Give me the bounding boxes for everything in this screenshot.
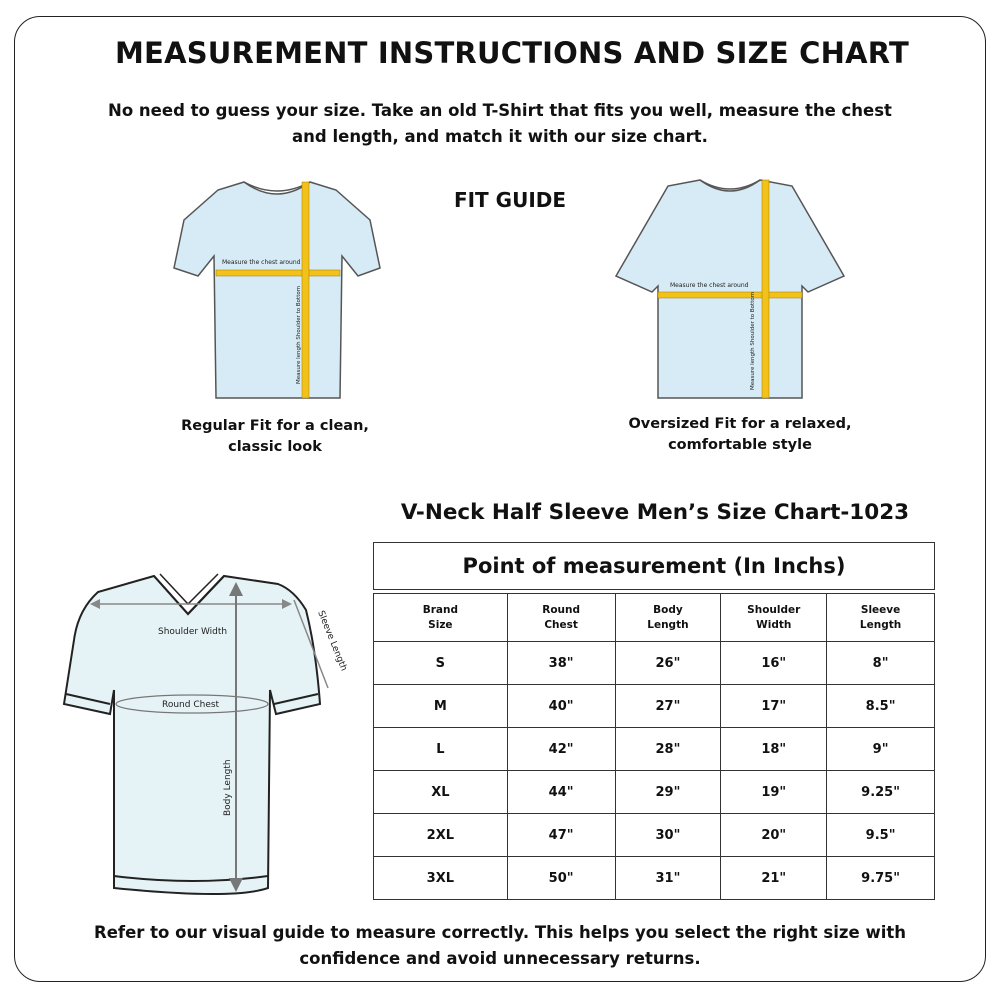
size-cell: L — [374, 728, 508, 771]
oversized-length-label: Measure length Shoulder to Bottom — [750, 291, 756, 390]
shoulder-width-label: Shoulder Width — [158, 627, 228, 637]
regular-length-label: Measure length Shoulder to Bottom — [296, 285, 302, 384]
length-cell: 29" — [615, 771, 721, 814]
header-brand-size: Brand Size — [374, 594, 508, 642]
sleeve-cell: 9.75" — [827, 857, 935, 900]
table-row — [374, 814, 935, 857]
shoulder-cell: 21" — [721, 857, 827, 900]
sleeve-cell: 9.5" — [827, 814, 935, 857]
length-cell: 30" — [615, 814, 721, 857]
shoulder-cell: 17" — [721, 685, 827, 728]
table-row — [374, 771, 935, 814]
oversized-fit-caption — [620, 414, 860, 456]
chest-cell: 40" — [507, 685, 615, 728]
header-shoulder-width: Shoulder Width — [721, 594, 827, 642]
round-chest-label: Round Chest — [162, 700, 220, 710]
page-title: MEASUREMENT INSTRUCTIONS AND SIZE CHART — [115, 36, 909, 70]
fit-guide-heading: FIT GUIDE — [453, 188, 567, 212]
length-cell: 26" — [615, 642, 721, 685]
size-cell: M — [374, 685, 508, 728]
table-row — [374, 728, 935, 771]
regular-fit-caption — [165, 416, 385, 458]
sleeve-cell: 9" — [827, 728, 935, 771]
chest-cell: 42" — [507, 728, 615, 771]
shoulder-cell: 19" — [721, 771, 827, 814]
oversized-fit-shirt-image — [612, 176, 848, 404]
oversized-chest-label: Measure the chest around — [670, 282, 749, 289]
size-cell: 3XL — [374, 857, 508, 900]
intro-text: No need to guess your size. Take an old T-Shirt that fits you well, measure the chest and length, and match it with our size chart. — [108, 101, 892, 146]
size-cell: XL — [374, 771, 508, 814]
sleeve-cell: 8.5" — [827, 685, 935, 728]
size-chart-header-row — [374, 594, 935, 642]
regular-fit-shirt-image — [168, 176, 386, 406]
size-chart-title: V-Neck Half Sleeve Men’s Size Chart-1023 — [400, 500, 910, 525]
header-round-chest: Round Chest — [507, 594, 615, 642]
length-cell: 27" — [615, 685, 721, 728]
regular-fit-caption-line1: Regular Fit for a clean, — [181, 418, 369, 434]
sleeve-cell: 8" — [827, 642, 935, 685]
header-sleeve-length: Sleeve Length — [827, 594, 935, 642]
length-cell: 28" — [615, 728, 721, 771]
table-row — [374, 642, 935, 685]
size-cell: S — [374, 642, 508, 685]
header-body-length: Body Length — [615, 594, 721, 642]
length-cell: 31" — [615, 857, 721, 900]
footer-note: Refer to our visual guide to measure correctly. This helps you select the right size with confidence and avoid unnecessary returns. — [94, 923, 906, 968]
chest-cell: 44" — [507, 771, 615, 814]
chest-cell: 38" — [507, 642, 615, 685]
table-row — [374, 685, 935, 728]
body-length-label: Body Length — [223, 759, 233, 816]
shoulder-cell: 20" — [721, 814, 827, 857]
size-cell: 2XL — [374, 814, 508, 857]
chest-cell: 50" — [507, 857, 615, 900]
shoulder-cell: 18" — [721, 728, 827, 771]
chest-cell: 47" — [507, 814, 615, 857]
oversized-fit-caption-line2: comfortable style — [668, 437, 812, 453]
size-chart-table — [373, 593, 935, 900]
shoulder-cell: 16" — [721, 642, 827, 685]
table-row — [374, 857, 935, 900]
point-of-measurement-banner: Point of measurement (In Inchs) — [373, 542, 935, 590]
sleeve-length-label: Sleeve Length — [315, 609, 349, 673]
sleeve-cell: 9.25" — [827, 771, 935, 814]
regular-fit-caption-line2: classic look — [228, 439, 322, 455]
oversized-fit-caption-line1: Oversized Fit for a relaxed, — [628, 416, 852, 432]
regular-chest-label: Measure the chest around — [222, 259, 301, 266]
vneck-measurement-diagram — [58, 570, 356, 898]
